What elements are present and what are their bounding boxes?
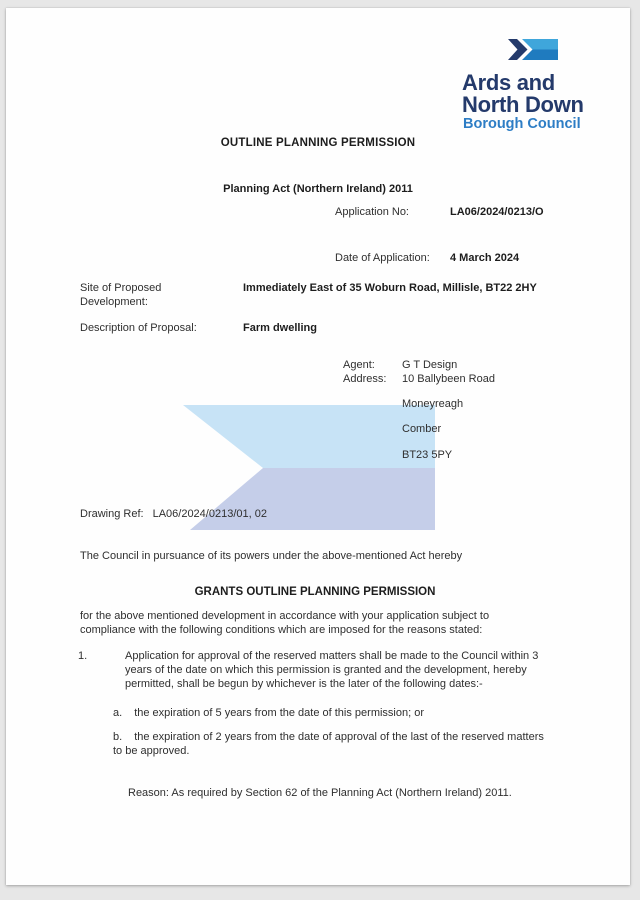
document-subtitle: Planning Act (Northern Ireland) 2011 bbox=[223, 183, 413, 195]
agent-label: Agent: bbox=[343, 359, 375, 371]
date-of-application-value: 4 March 2024 bbox=[450, 252, 520, 264]
agent-address-line2: Moneyreagh bbox=[402, 398, 464, 410]
flag-top-band bbox=[522, 39, 558, 50]
drawing-ref-row bbox=[80, 507, 267, 521]
agent-address-line1: 10 Ballybeen Road bbox=[402, 373, 495, 385]
document-title: OUTLINE PLANNING PERMISSION bbox=[220, 137, 416, 149]
council-name-line1: Ards and bbox=[462, 70, 555, 95]
condition-1a-text: the expiration of 5 years from the date of this permission; or bbox=[134, 707, 424, 719]
application-no-value: LA06/2024/0213/O bbox=[450, 206, 544, 218]
agent-address-line4: BT23 5PY bbox=[402, 449, 453, 461]
council-name-line2: North Down bbox=[462, 91, 584, 117]
council-name bbox=[462, 72, 622, 115]
council-flag-icon bbox=[508, 38, 558, 61]
council-name-line3: Borough Council bbox=[463, 116, 581, 132]
condition-1b-item bbox=[113, 730, 549, 758]
condition-1-text: Application for approval of the reserved matters shall be made to the Council within 3 years of the date on which this permission is granted and the development, hereby permitted, shall be begun by whichever is the later of the following dates:- bbox=[125, 650, 539, 690]
condition-1b-text: the expiration of 2 years from the date of approval of the last of the reserved matters to be approved. bbox=[113, 731, 544, 757]
watermark-top-band bbox=[183, 405, 435, 468]
site-of-development-value: Immediately East of 35 Woburn Road, Millisle, BT22 2HY bbox=[243, 282, 537, 294]
agent-address-label: Address: bbox=[343, 373, 387, 385]
site-of-development-label: Site of Proposed Development: bbox=[80, 282, 162, 308]
reason-text: Reason: As required by Section 62 of the Planning Act (Northern Ireland) 2011. bbox=[128, 787, 512, 799]
condition-1a-letter: a. bbox=[113, 707, 123, 719]
letter-page bbox=[6, 8, 630, 885]
grants-paragraph: for the above mentioned development in accordance with your application subject to compliance with the following conditions which are imposed for the reasons stated: bbox=[80, 610, 490, 636]
condition-1b-letter: b. bbox=[113, 731, 123, 743]
description-of-proposal-value: Farm dwelling bbox=[243, 322, 317, 334]
flag-bottom-band bbox=[522, 50, 558, 61]
drawing-ref-value: LA06/2024/0213/01, 02 bbox=[152, 508, 267, 520]
flag-arrow-shape bbox=[508, 39, 528, 60]
condition-1a-item bbox=[113, 706, 549, 720]
drawing-ref-label: Drawing Ref: bbox=[80, 508, 144, 520]
description-of-proposal-label: Description of Proposal: bbox=[80, 322, 197, 334]
condition-1-number: 1. bbox=[78, 650, 88, 662]
grants-heading: GRANTS OUTLINE PLANNING PERMISSION bbox=[194, 586, 436, 598]
intro-paragraph: The Council in pursuance of its powers under the above-mentioned Act hereby bbox=[80, 550, 463, 562]
date-of-application-label: Date of Application: bbox=[335, 252, 430, 264]
application-no-label: Application No: bbox=[335, 206, 409, 218]
agent-value: G T Design bbox=[402, 359, 458, 371]
agent-address-line3: Comber bbox=[402, 423, 442, 435]
